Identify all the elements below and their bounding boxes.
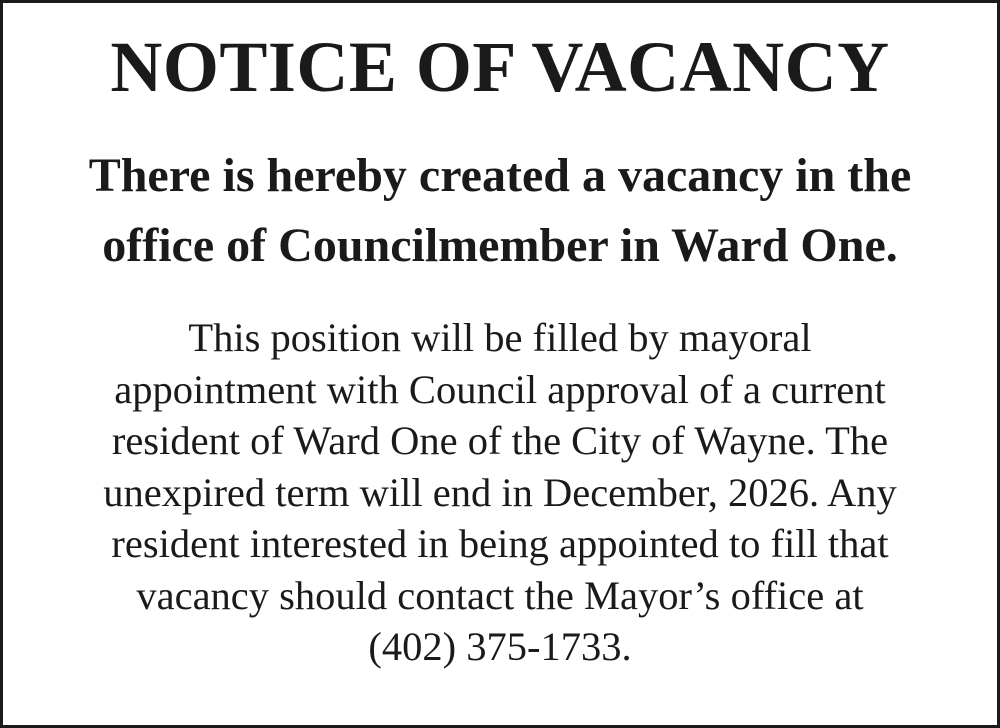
body-line: This position will be filled by mayoral xyxy=(188,315,812,360)
body-line: vacancy should contact the Mayor’s office at xyxy=(136,572,864,618)
notice-body xyxy=(3,312,997,673)
phone-number: (402) 375-1733. xyxy=(368,624,632,669)
body-line: appointment with Council approval of a current xyxy=(114,366,886,412)
notice-subtitle xyxy=(3,141,997,281)
body-line: resident of Ward One of the City of Wayne. The xyxy=(111,418,889,463)
body-line: resident interested in being appointed to fill that xyxy=(111,521,889,566)
notice-title: NOTICE OF VACANCY xyxy=(110,27,890,107)
subtitle-line: There is hereby created a vacancy in the xyxy=(88,149,912,202)
subtitle-line: office of Councilmember in Ward One. xyxy=(102,219,898,272)
body-line: unexpired term will end in December, 2026. Any xyxy=(103,469,897,515)
